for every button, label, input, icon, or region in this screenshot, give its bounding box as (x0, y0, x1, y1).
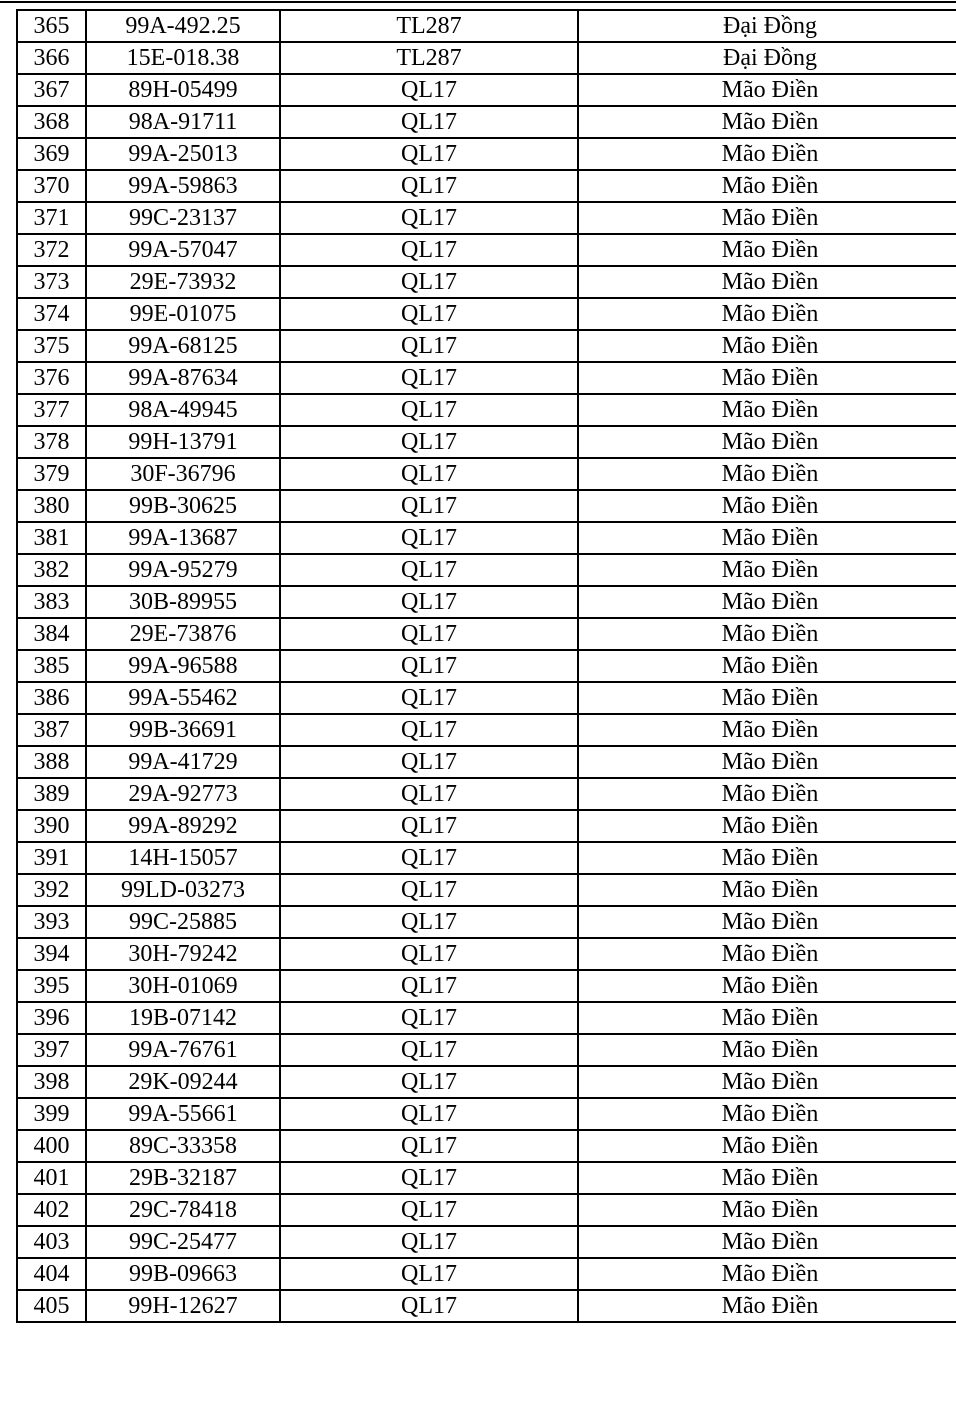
row-number-cell: 399 (17, 1098, 86, 1130)
road-cell: TL287 (280, 10, 578, 42)
license-plate-cell: 99H-13791 (86, 426, 280, 458)
table-row (17, 650, 956, 682)
road-cell: QL17 (280, 810, 578, 842)
road-cell: QL17 (280, 778, 578, 810)
location-cell: Mão Điền (578, 714, 956, 746)
road-cell: QL17 (280, 266, 578, 298)
road-cell: QL17 (280, 970, 578, 1002)
road-cell: QL17 (280, 362, 578, 394)
location-cell: Mão Điền (578, 1226, 956, 1258)
table-row (17, 1130, 956, 1162)
location-cell: Mão Điền (578, 1066, 956, 1098)
location-cell: Mão Điền (578, 74, 956, 106)
location-cell: Mão Điền (578, 1194, 956, 1226)
location-cell: Mão Điền (578, 938, 956, 970)
road-cell: QL17 (280, 1258, 578, 1290)
license-plate-cell: 99A-96588 (86, 650, 280, 682)
license-plate-cell: 99B-09663 (86, 1258, 280, 1290)
row-number-cell: 384 (17, 618, 86, 650)
license-plate-cell: 98A-91711 (86, 106, 280, 138)
table-row (17, 1194, 956, 1226)
road-cell: QL17 (280, 426, 578, 458)
license-plate-cell: 99A-55661 (86, 1098, 280, 1130)
location-cell: Mão Điền (578, 618, 956, 650)
road-cell: QL17 (280, 202, 578, 234)
license-plate-cell: 99A-59863 (86, 170, 280, 202)
license-plate-cell: 15E-018.38 (86, 42, 280, 74)
table-row (17, 618, 956, 650)
road-cell: QL17 (280, 1098, 578, 1130)
location-cell: Mão Điền (578, 1258, 956, 1290)
row-number-cell: 382 (17, 554, 86, 586)
road-cell: QL17 (280, 138, 578, 170)
location-cell: Mão Điền (578, 906, 956, 938)
top-rule (0, 1, 956, 3)
table-row (17, 746, 956, 778)
road-cell: QL17 (280, 74, 578, 106)
license-plate-cell: 30H-79242 (86, 938, 280, 970)
location-cell: Mão Điền (578, 682, 956, 714)
table-row (17, 202, 956, 234)
location-cell: Mão Điền (578, 426, 956, 458)
table-row (17, 1290, 956, 1322)
license-plate-cell: 99A-89292 (86, 810, 280, 842)
road-cell: QL17 (280, 1290, 578, 1322)
table-row (17, 426, 956, 458)
row-number-cell: 369 (17, 138, 86, 170)
license-plate-cell: 99A-492.25 (86, 10, 280, 42)
table-row (17, 938, 956, 970)
license-plate-cell: 99A-41729 (86, 746, 280, 778)
table-row (17, 522, 956, 554)
row-number-cell: 376 (17, 362, 86, 394)
row-number-cell: 394 (17, 938, 86, 970)
license-plate-cell: 29K-09244 (86, 1066, 280, 1098)
table-body (17, 10, 956, 1322)
license-plate-cell: 99B-30625 (86, 490, 280, 522)
road-cell: QL17 (280, 1066, 578, 1098)
license-plate-cell: 89C-33358 (86, 1130, 280, 1162)
table-row (17, 1066, 956, 1098)
table-row (17, 74, 956, 106)
row-number-cell: 378 (17, 426, 86, 458)
row-number-cell: 370 (17, 170, 86, 202)
table-row (17, 842, 956, 874)
license-plate-cell: 14H-15057 (86, 842, 280, 874)
license-plate-cell: 29B-32187 (86, 1162, 280, 1194)
table-row (17, 682, 956, 714)
table-row (17, 970, 956, 1002)
road-cell: QL17 (280, 874, 578, 906)
road-cell: QL17 (280, 1002, 578, 1034)
location-cell: Mão Điền (578, 298, 956, 330)
location-cell: Mão Điền (578, 746, 956, 778)
license-plate-cell: 99C-25477 (86, 1226, 280, 1258)
table-row (17, 874, 956, 906)
table-row (17, 490, 956, 522)
license-plate-cell: 99B-36691 (86, 714, 280, 746)
location-cell: Mão Điền (578, 522, 956, 554)
location-cell: Mão Điền (578, 1162, 956, 1194)
location-cell: Mão Điền (578, 362, 956, 394)
table-row (17, 138, 956, 170)
location-cell: Mão Điền (578, 138, 956, 170)
license-plate-cell: 99E-01075 (86, 298, 280, 330)
location-cell: Mão Điền (578, 650, 956, 682)
road-cell: QL17 (280, 650, 578, 682)
road-cell: QL17 (280, 586, 578, 618)
row-number-cell: 387 (17, 714, 86, 746)
road-cell: QL17 (280, 1034, 578, 1066)
row-number-cell: 385 (17, 650, 86, 682)
location-cell: Mão Điền (578, 106, 956, 138)
road-cell: QL17 (280, 554, 578, 586)
location-cell: Mão Điền (578, 586, 956, 618)
location-cell: Mão Điền (578, 554, 956, 586)
row-number-cell: 404 (17, 1258, 86, 1290)
row-number-cell: 381 (17, 522, 86, 554)
location-cell: Mão Điền (578, 330, 956, 362)
license-plate-cell: 29A-92773 (86, 778, 280, 810)
location-cell: Đại Đồng (578, 10, 956, 42)
license-plate-cell: 99A-95279 (86, 554, 280, 586)
license-plate-cell: 98A-49945 (86, 394, 280, 426)
road-cell: QL17 (280, 682, 578, 714)
location-cell: Mão Điền (578, 970, 956, 1002)
row-number-cell: 373 (17, 266, 86, 298)
table-row (17, 1258, 956, 1290)
row-number-cell: 372 (17, 234, 86, 266)
location-cell: Mão Điền (578, 394, 956, 426)
road-cell: QL17 (280, 842, 578, 874)
license-plate-cell: 99A-55462 (86, 682, 280, 714)
road-cell: QL17 (280, 106, 578, 138)
location-cell: Đại Đồng (578, 42, 956, 74)
table-row (17, 906, 956, 938)
table-row (17, 1002, 956, 1034)
row-number-cell: 403 (17, 1226, 86, 1258)
license-plate-cell: 29E-73932 (86, 266, 280, 298)
table-row (17, 266, 956, 298)
road-cell: QL17 (280, 1194, 578, 1226)
license-plate-cell: 30H-01069 (86, 970, 280, 1002)
road-cell: QL17 (280, 906, 578, 938)
row-number-cell: 375 (17, 330, 86, 362)
license-plate-cell: 30B-89955 (86, 586, 280, 618)
row-number-cell: 380 (17, 490, 86, 522)
license-plate-cell: 29C-78418 (86, 1194, 280, 1226)
license-plate-cell: 99C-23137 (86, 202, 280, 234)
location-cell: Mão Điền (578, 1034, 956, 1066)
table-row (17, 1226, 956, 1258)
location-cell: Mão Điền (578, 234, 956, 266)
row-number-cell: 368 (17, 106, 86, 138)
table-row (17, 586, 956, 618)
row-number-cell: 386 (17, 682, 86, 714)
row-number-cell: 374 (17, 298, 86, 330)
location-cell: Mão Điền (578, 1002, 956, 1034)
road-cell: QL17 (280, 938, 578, 970)
license-plate-cell: 99A-57047 (86, 234, 280, 266)
road-cell: QL17 (280, 490, 578, 522)
row-number-cell: 379 (17, 458, 86, 490)
location-cell: Mão Điền (578, 490, 956, 522)
row-number-cell: 388 (17, 746, 86, 778)
location-cell: Mão Điền (578, 170, 956, 202)
location-cell: Mão Điền (578, 810, 956, 842)
location-cell: Mão Điền (578, 1290, 956, 1322)
location-cell: Mão Điền (578, 266, 956, 298)
row-number-cell: 383 (17, 586, 86, 618)
row-number-cell: 396 (17, 1002, 86, 1034)
table-row (17, 234, 956, 266)
table-row (17, 42, 956, 74)
table-row (17, 170, 956, 202)
table-row (17, 10, 956, 42)
table-row (17, 458, 956, 490)
location-cell: Mão Điền (578, 202, 956, 234)
license-plate-cell: 99A-68125 (86, 330, 280, 362)
license-plate-cell: 89H-05499 (86, 74, 280, 106)
license-plate-cell: 99LD-03273 (86, 874, 280, 906)
table-row (17, 298, 956, 330)
license-plate-cell: 29E-73876 (86, 618, 280, 650)
table-row (17, 106, 956, 138)
row-number-cell: 365 (17, 10, 86, 42)
road-cell: QL17 (280, 714, 578, 746)
row-number-cell: 391 (17, 842, 86, 874)
location-cell: Mão Điền (578, 1098, 956, 1130)
license-plate-cell: 99A-87634 (86, 362, 280, 394)
row-number-cell: 402 (17, 1194, 86, 1226)
license-plate-cell: 99A-13687 (86, 522, 280, 554)
road-cell: QL17 (280, 746, 578, 778)
row-number-cell: 377 (17, 394, 86, 426)
road-cell: QL17 (280, 1130, 578, 1162)
license-plate-cell: 19B-07142 (86, 1002, 280, 1034)
road-cell: QL17 (280, 458, 578, 490)
license-plate-cell: 99A-76761 (86, 1034, 280, 1066)
road-cell: QL17 (280, 170, 578, 202)
table-row (17, 778, 956, 810)
row-number-cell: 366 (17, 42, 86, 74)
location-cell: Mão Điền (578, 842, 956, 874)
row-number-cell: 367 (17, 74, 86, 106)
location-cell: Mão Điền (578, 778, 956, 810)
row-number-cell: 398 (17, 1066, 86, 1098)
road-cell: QL17 (280, 394, 578, 426)
road-cell: QL17 (280, 330, 578, 362)
violations-table (16, 9, 956, 1323)
road-cell: QL17 (280, 522, 578, 554)
table-row (17, 1098, 956, 1130)
table-row (17, 554, 956, 586)
row-number-cell: 392 (17, 874, 86, 906)
road-cell: QL17 (280, 298, 578, 330)
row-number-cell: 393 (17, 906, 86, 938)
row-number-cell: 390 (17, 810, 86, 842)
license-plate-cell: 30F-36796 (86, 458, 280, 490)
table-row (17, 362, 956, 394)
row-number-cell: 395 (17, 970, 86, 1002)
license-plate-cell: 99H-12627 (86, 1290, 280, 1322)
table-row (17, 714, 956, 746)
row-number-cell: 389 (17, 778, 86, 810)
table-row (17, 330, 956, 362)
row-number-cell: 400 (17, 1130, 86, 1162)
table-row (17, 810, 956, 842)
road-cell: QL17 (280, 1226, 578, 1258)
road-cell: QL17 (280, 234, 578, 266)
road-cell: QL17 (280, 1162, 578, 1194)
table-row (17, 1034, 956, 1066)
row-number-cell: 401 (17, 1162, 86, 1194)
row-number-cell: 397 (17, 1034, 86, 1066)
table-row (17, 1162, 956, 1194)
road-cell: QL17 (280, 618, 578, 650)
location-cell: Mão Điền (578, 458, 956, 490)
row-number-cell: 371 (17, 202, 86, 234)
row-number-cell: 405 (17, 1290, 86, 1322)
license-plate-cell: 99A-25013 (86, 138, 280, 170)
license-plate-cell: 99C-25885 (86, 906, 280, 938)
table-row (17, 394, 956, 426)
location-cell: Mão Điền (578, 874, 956, 906)
road-cell: TL287 (280, 42, 578, 74)
location-cell: Mão Điền (578, 1130, 956, 1162)
